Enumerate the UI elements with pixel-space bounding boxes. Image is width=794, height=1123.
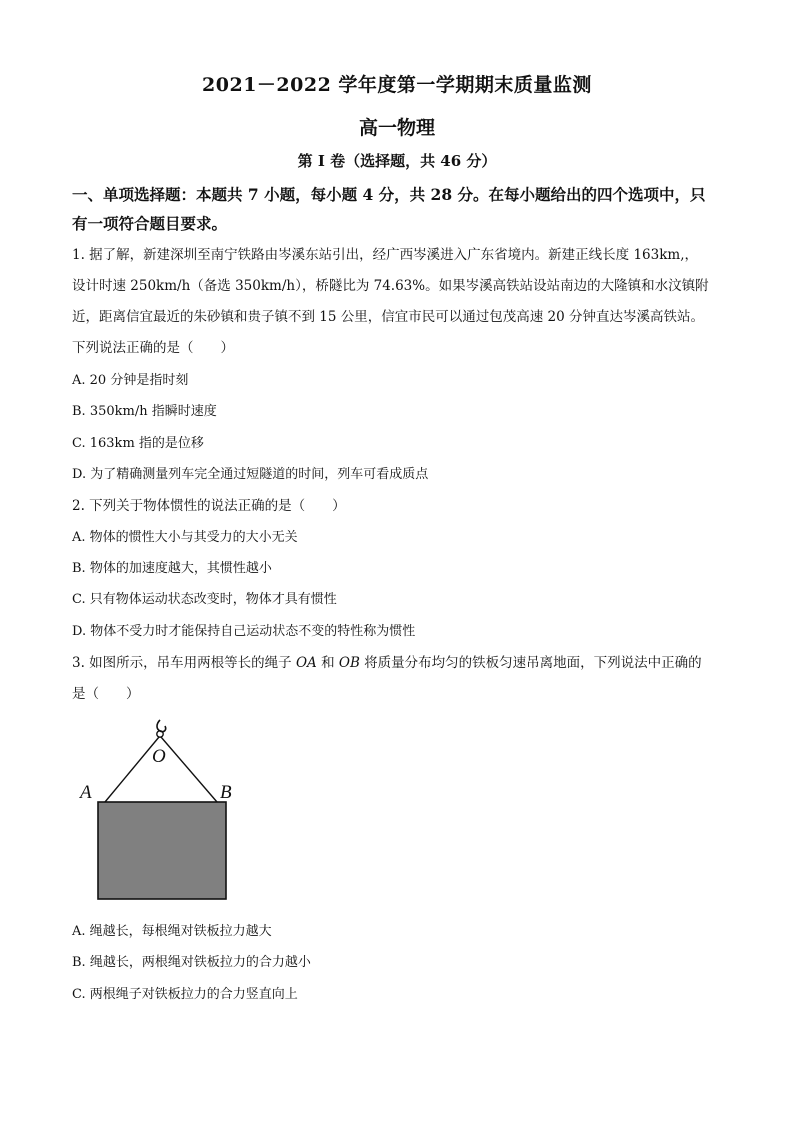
exam-title: 2021－2022 学年度第一学期期末质量监测 — [202, 74, 592, 96]
crane-diagram — [72, 714, 242, 904]
q1-option-a: A. 20 分钟是指时刻 — [72, 373, 189, 388]
q3-rope-oa: OA — [295, 655, 317, 671]
q3-option-c: C. 两根绳子对铁板拉力的合力竖直向上 — [72, 987, 298, 1002]
q2-stem: 2. 下列关于物体惯性的说法正确的是（ ） — [72, 498, 346, 514]
q1-line3: 近，距离信宜最近的朱砂镇和贵子镇不到 15 公里，信宜市民可以通过包茂高速 20 分钟直达岑溪高铁站。 — [72, 309, 705, 325]
section-heading — [72, 180, 724, 238]
exam-subject: 高一物理 — [358, 117, 435, 139]
q2-option-a: A. 物体的惯性大小与其受力的大小无关 — [72, 530, 298, 545]
q1-option-d: D. 为了精确测量列车完全通过短隧道的时间，列车可看成质点 — [72, 467, 429, 482]
q2-option-c: C. 只有物体运动状态改变时，物体才具有惯性 — [72, 592, 337, 607]
q3-rope-ob: OB — [338, 655, 360, 671]
q3-stem-line2: 是（ ） — [72, 686, 140, 702]
q1-option-c: C. 163km 指的是位移 — [72, 436, 204, 451]
q3-stem-and: 和 — [316, 655, 339, 671]
label-o: O — [152, 746, 166, 767]
section-heading-line2: 有一项符合题目要求。 — [72, 214, 228, 233]
q1-line4: 下列说法正确的是（ ） — [72, 340, 234, 356]
q3-stem-part1: 3. 如图所示，吊车用两根等长的绳子 — [72, 655, 296, 671]
q1-line1: 1. 据了解，新建深圳至南宁铁路由岑溪东站引出，经广西岑溪进入广东省境内。新建正线长度 163km,， — [72, 247, 699, 263]
section-heading-line1: 一、单项选择题：本题共 7 小题，每小题 4 分，共 28 分。在每小题给出的四个选项中，只 — [72, 185, 706, 204]
label-a: A — [80, 782, 92, 803]
rope-ob — [161, 737, 217, 802]
q2-option-b: B. 物体的加速度越大，其惯性越小 — [72, 561, 272, 576]
q3-option-a: A. 绳越长，每根绳对铁板拉力越大 — [72, 924, 272, 939]
volume-heading: 第 I 卷（选择题，共 46 分） — [297, 152, 497, 170]
rope-oa — [105, 737, 159, 802]
q3-stem-part2: 将质量分布均匀的铁板匀速吊离地面，下列说法中正确的 — [359, 655, 702, 671]
q2-option-d: D. 物体不受力时才能保持自己运动状态不变的特性称为惯性 — [72, 624, 416, 639]
iron-plate — [98, 802, 226, 899]
q1-option-b: B. 350km/h 指瞬时速度 — [72, 404, 217, 419]
label-b: B — [220, 782, 232, 803]
q3-option-b: B. 绳越长，两根绳对铁板拉力的合力越小 — [72, 955, 311, 970]
q1-line2: 设计时速 250km/h（备选 350km/h），桥隧比为 74.63%。如果岑溪高铁站设站南边的大隆镇和水汶镇附 — [72, 278, 709, 294]
q3-stem-line1 — [72, 651, 702, 671]
hook-icon — [157, 720, 166, 732]
